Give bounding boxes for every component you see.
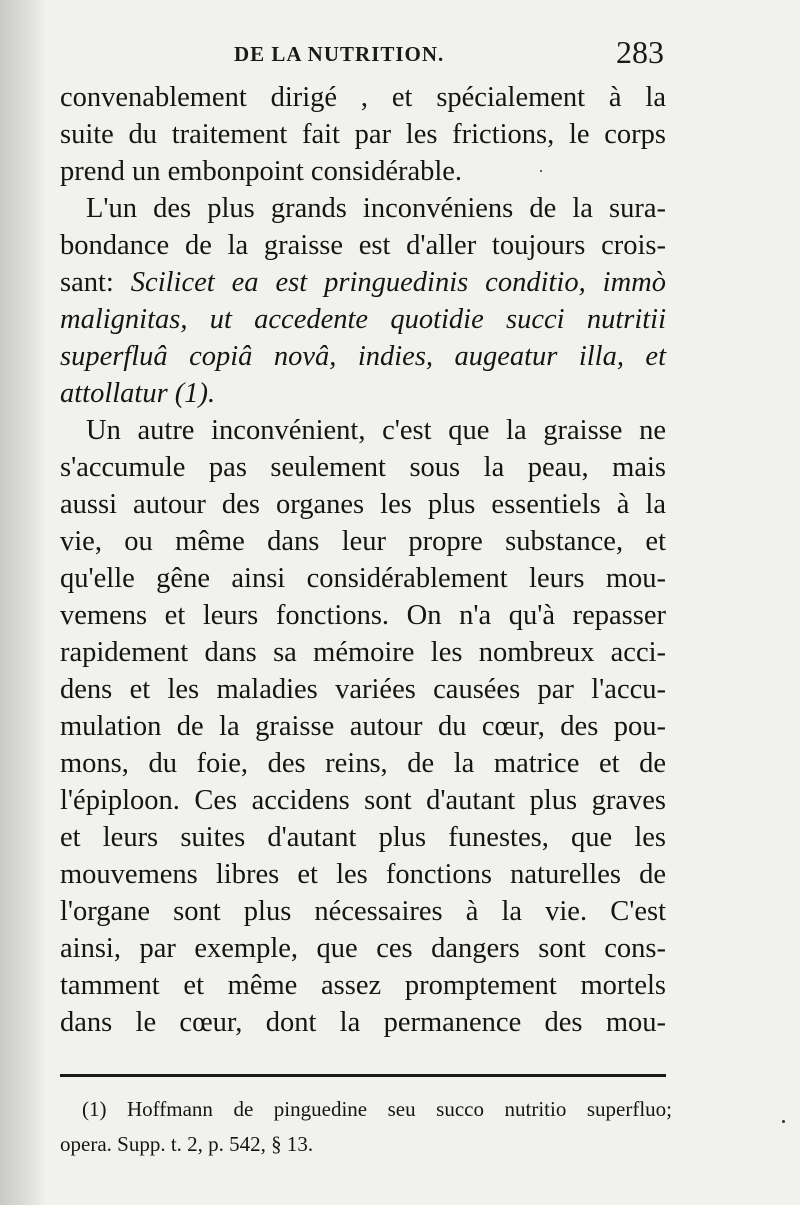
latin-quote-line: superfluâ copiâ novâ, indies, augeatur illa, et: [60, 341, 666, 372]
text-line: mulation de la graisse autour du cœur, des pou-: [60, 711, 666, 742]
text-line: ainsi, par exemple, que ces dangers sont cons-: [60, 933, 666, 964]
text-line: et leurs suites d'autant plus funestes, que les: [60, 822, 666, 853]
latin-quote-line: sant: Scilicet ea est pringuedinis conditio, immò: [60, 267, 666, 298]
latin-quote-line: malignitas, ut accedente quotidie succi nutritii: [60, 304, 666, 335]
text-line: prend un embonpoint considérable.: [60, 156, 463, 187]
text-line: suite du traitement fait par les frictions, le corps: [60, 119, 666, 150]
text-line: l'épiploon. Ces accidens sont d'autant plus graves: [60, 785, 666, 816]
text-line: convenablement dirigé , et spécialement à la: [60, 82, 666, 113]
text-line: dans le cœur, dont la permanence des mou-: [60, 1007, 666, 1038]
running-title: DE LA NUTRITION.: [234, 42, 445, 66]
print-speck: [540, 170, 542, 172]
text-line: s'accumule pas seulement sous la peau, mais: [60, 452, 666, 483]
footnote-rule: [60, 1074, 666, 1077]
text-line: L'un des plus grands inconvéniens de la sura-: [86, 193, 666, 224]
footnote-line: opera. Supp. t. 2, p. 542, § 13.: [60, 1132, 314, 1156]
text-line: mons, du foie, des reins, de la matrice et de: [60, 748, 666, 779]
text-line: tamment et même assez promptement mortels: [60, 970, 666, 1001]
footnote-line: (1) Hoffmann de pinguedine seu succo nutritio superfluo;: [82, 1097, 672, 1121]
text-line: aussi autour des organes les plus essentiels à la: [60, 489, 666, 520]
text-line: rapidement dans sa mémoire les nombreux acci-: [60, 637, 666, 668]
text-line: l'organe sont plus nécessaires à la vie. C'est: [60, 896, 666, 927]
print-speck: [782, 1120, 785, 1123]
page-number: 283: [616, 34, 664, 70]
text-line: [60, 265, 666, 301]
text-line: Un autre inconvénient, c'est que la graisse ne: [86, 415, 666, 446]
latin-quote-line: attollatur (1).: [60, 378, 216, 409]
text-line: bondance de la graisse est d'aller toujours crois-: [60, 230, 666, 261]
text-line: vemens et leurs fonctions. On n'a qu'à repasser: [60, 600, 666, 631]
text-line: dens et les maladies variées causées par l'accu-: [60, 674, 666, 705]
text-line: qu'elle gêne ainsi considérablement leurs mou-: [60, 563, 666, 594]
text-line: vie, ou même dans leur propre substance, et: [60, 526, 666, 557]
text-line: mouvemens libres et les fonctions naturelles de: [60, 859, 666, 890]
